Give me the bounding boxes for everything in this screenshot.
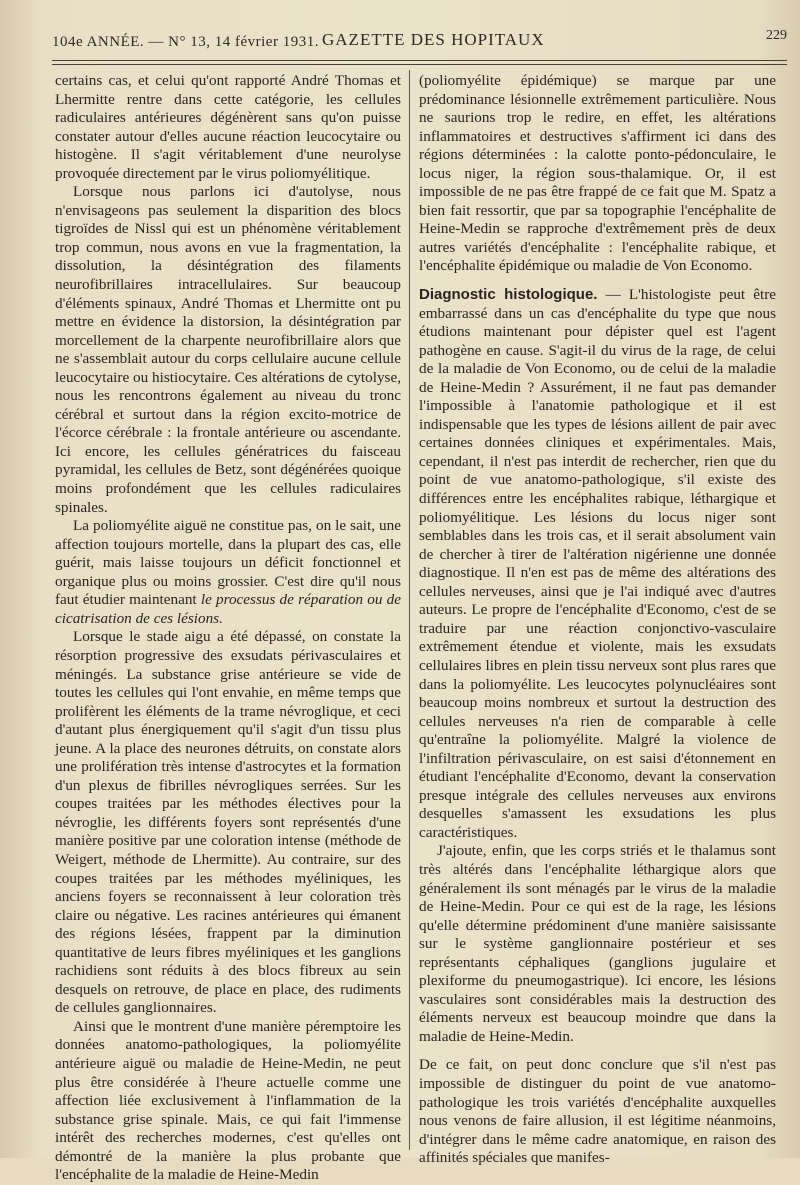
paragraph-text: La poliomyélite aiguë ne constitue pas, on le sait, une affection toujours mortelle, dans la plupart des cas, elle guérit, mais laisse toujours un déficit fonctionnel et organique plus ou moins grossier. C'est dire qu'il nous faut étudier maintenant xyxy=(55,517,401,609)
section-gap xyxy=(419,276,776,286)
left-column xyxy=(55,72,401,1185)
paragraph xyxy=(419,286,776,842)
section-gap xyxy=(419,1046,776,1056)
paragraph: (poliomyélite épidémique) se marque par une prédominance lésionnelle extrêmement particulière. Nous ne saurions trop le redire, en effet, les altérations inflammatoires et destructives s'affirment ici dans des régions déterminées : la calotte ponto-pédonculaire, le locus niger, la région sous-thalamique. Or, il est impossible de ne pas être frappé de ce fait que M. Spatz a bien fait ressortir, que par sa topographie l'encéphalite de Heine-Medin se rapproche d'extrêmement près de deux autres variétés d'encéphalite : l'encéphalite rabique, et l'encéphalite épidémique ou maladie de Von Economo. xyxy=(419,72,776,275)
paragraph: J'ajoute, enfin, que les corps striés et le thalamus sont très altérés dans l'encéphalite léthargique alors que généralement ils sont ménagés par le virus de la maladie de Heine-Medin. Pour ce qui est de la rage, les lésions qu'elle détermine prédominent d'une manière saisissante sur le système ganglionnaire postérieur et ses représentants céphaliques (ganglions jugulaire et plexiforme du pneumogastrique). Ici encore, les lésions vasculaires sont considérables mais la destruction des éléments nerveux est beaucoup moindre que dans la maladie de Heine-Medin. xyxy=(419,842,776,1045)
paragraph: Lorsque nous parlons ici d'autolyse, nous n'envisageons pas seulement la disparition des blocs tigroïdes de Nissl qui est un phénomène véritablement trop commun, nous avons en vue la fragmentation, la dissolution, la désintégration des filaments neurofibrillaires intracellulaires. Sur beaucoup d'éléments spinaux, André Thomas et Lhermitte ont pu mettre en évidence la distorsion, la désintégration par morcellement de la charpente neurofibrillaire alors que ne s'assemblait autour du corps cellulaire aucune cellule leucocytaire ou histiocytaire. Ces altérations de cytolyse, nous les rencontrons également au niveau du tronc cérébral et surtout dans la région excito-motrice de l'écorce cérébrale : la frontale antérieure ou ascendante. Ici encore, les cellules génératrices du faisceau pyramidal, les cellules de Betz, sont dégénérées quoique moins profondément que les cellules radiculaires spinales. xyxy=(55,183,401,516)
header-rule-bottom xyxy=(52,64,787,65)
page-header xyxy=(52,28,787,58)
right-column xyxy=(419,72,776,1168)
header-rule-top xyxy=(52,60,787,61)
paragraph: Lorsque le stade aigu a été dépassé, on constate la résorption progressive des exsudats périvasculaires et méningés. La substance grise antérieure se vide de toutes les cellules qui l'ont envahie, en même temps que prolifèrent les éléments de la trame névroglique, et ceci d'autant plus énergiquement qu'il s'agit d'un tissu plus jeune. A la place des neurones détruits, on constate alors une prolifération très intense d'astrocytes et la formation d'un plexus de fibrilles névrogliques serrées. Sur les coupes traitées par les méthodes électives pour la névroglie, les différents foyers sont représentés d'une manière positive par une coloration intense (méthode de Weigert, méthode de Lhermitte). Au contraire, sur des coupes traitées par les méthodes myéliniques, les anciens foyers se reconnaissent à leur coloration très claire ou négative. Les racines antérieures qui émanent des régions lésées, frappent par la diminution quantitative de leurs fibres myéliniques et les ganglions rachidiens sont réduits à des blocs fibreux au sein desquels on retrouve, de place en place, des rudiments de cellules ganglionnaires. xyxy=(55,628,401,1017)
section-title: Diagnostic histologique. xyxy=(419,286,598,304)
publication-title: GAZETTE DES HOPITAUX xyxy=(322,30,545,49)
paragraph: De ce fait, on peut donc conclure que s'il n'est pas impossible de distinguer du point de vue anatomo-pathologique les trois variétés d'encéphalite auxquelles nous venons de faire allusion, il est légitime néanmoins, d'intégrer dans le même cadre anatomique, en raison des affinités spéciales que manifes- xyxy=(419,1056,776,1167)
paragraph: Ainsi que le montrent d'une manière péremptoire les données anatomo-pathologiques, la poliomyélite antérieure aiguë ou maladie de Heine-Medin, ne peut plus être considérée à l'heure actuelle comme une affection liée exclusivement à l'inflammation de la substance grise spinale. Mais, ce qui fait l'immense intérêt des recherches modernes, c'est qu'elles ont démontré de la manière la plus probante que l'encéphalite de la maladie de Heine-Medin xyxy=(55,1017,401,1184)
issue-info: 104e ANNÉE. — N° 13, 14 février 1931. xyxy=(52,34,319,50)
paragraph: certains cas, et celui qu'ont rapporté André Thomas et Lhermitte rentre dans cette catégorie, les cellules radiculaires antérieures dégénèrent sans qu'on puisse constater autour d'elles aucune réaction leucocytaire ou histogène. Il s'agit véritablement d'une neurolyse provoquée directement par le virus poliomyélitique. xyxy=(55,72,401,182)
page-number: 229 xyxy=(766,28,787,43)
column-divider xyxy=(409,70,410,1150)
paragraph xyxy=(55,517,401,628)
italic-phrase: le processus de réparation ou de cicatrisation de ces lésions. xyxy=(55,591,401,627)
paragraph-text: — L'histologiste peut être embarrassé dans un cas d'encéphalite du type que nous étudions maintenant pour dépister quel est l'agent pathogène en cause. S'agit-il du virus de la rage, de celui de la maladie de Von Economo, ou de celui de la maladie de Heine-Medin ? Assurément, il ne faut pas demander l'impossible à l'anatomie pathologique et il est indispensable que les types de lésions aillent de pair avec certaines données cliniques et expérimentales. Mais, cependant, il n'est pas interdit de rechercher, rien que du point de vue anatomo-pathologique, s'il existe des différences entre les encéphalites rabique, léthargique et poliomyélitique. Les lésions du locus niger sont semblables dans les trois cas, et il serait absolument vain de chercher à tirer de l'altération nigérienne une donnée diagnostique. Il n'en est pas de même des altérations des cellules nerveuses, ainsi que je l'ai indiqué avec d'autres auteurs. Le propre de l'encéphalite d'Economo, c'est de se traduire par une réaction conjonctivo-vasculaire extrêmement étendue et violente, mais les exsudats cellulaires libres en plein tissu nerveux sont plus rares que dans la poliomyélite. Les leucocytes polynucléaires sont beaucoup moins nombreux et surtout la destruction des cellules nerveuses n'a rien de comparable à celle qu'entraîne la poliomyélite. Malgré la violence de l'infiltration périvasculaire, on est saisi d'étonnement en étudiant l'encéphalite d'Economo, devant la conservation presque intégrale des cellules nerveuses aux environs desquelles s'amassent les exsudations les plus caractéristiques. xyxy=(419,286,776,841)
